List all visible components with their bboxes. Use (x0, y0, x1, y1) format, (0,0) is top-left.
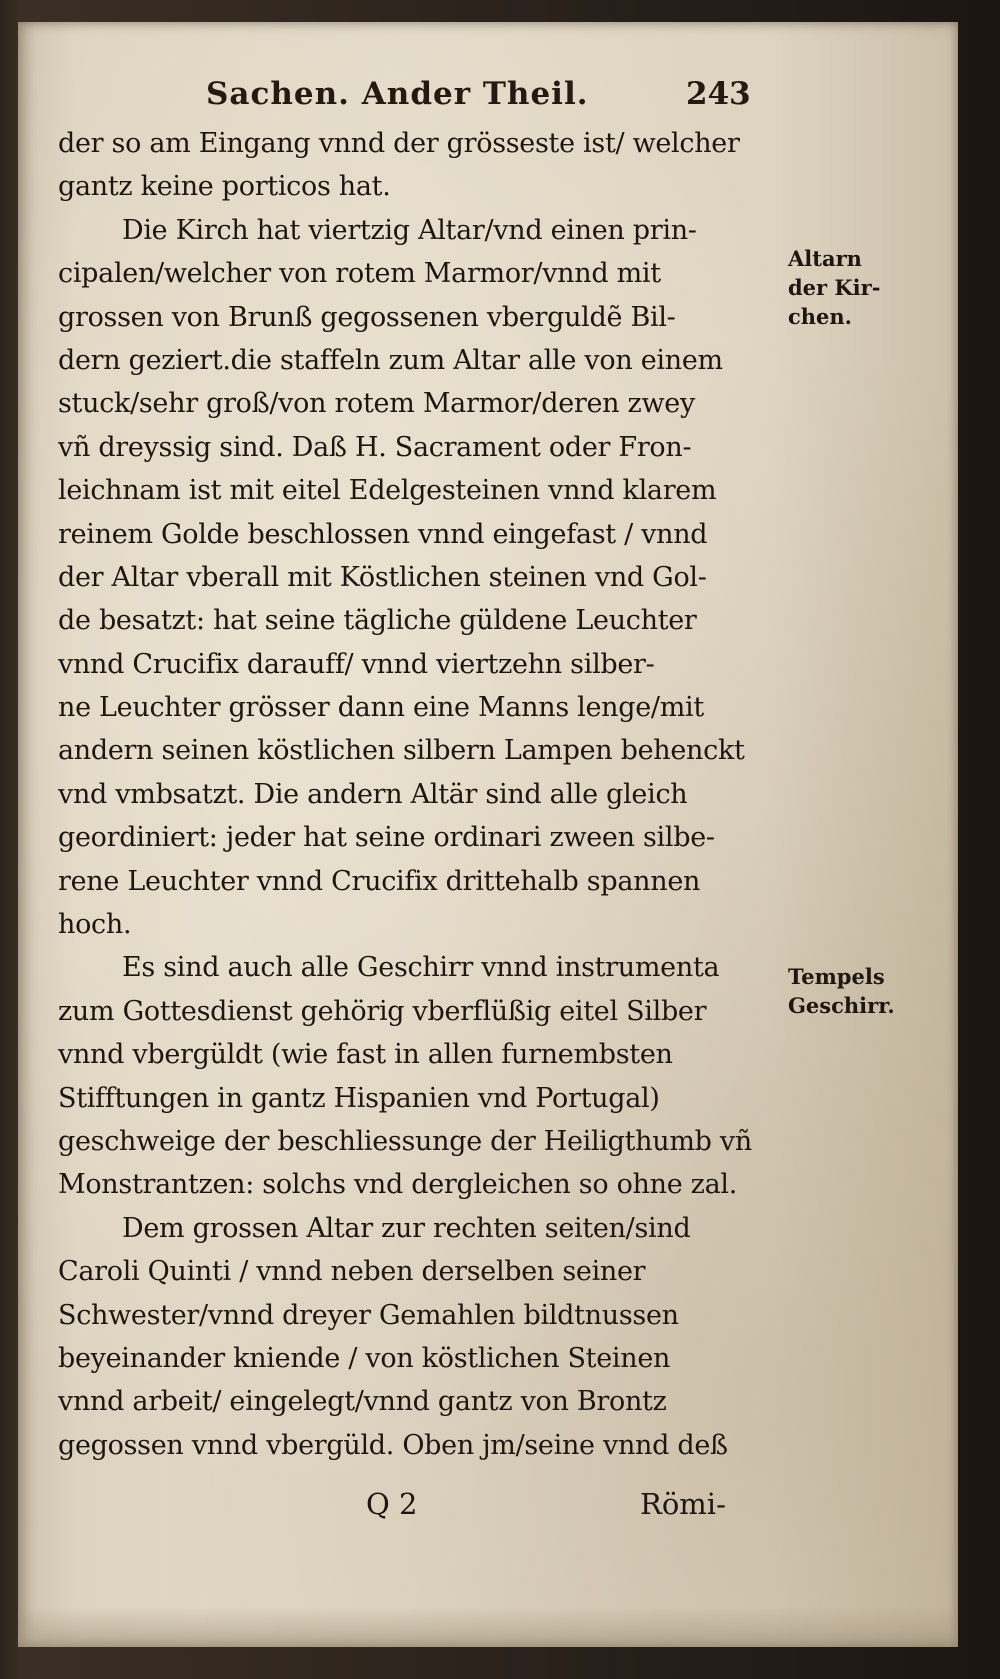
text-line: Stifftungen in gantz Hispanien vnd Portugal) (58, 1082, 660, 1114)
text-line: andern seinen köstlichen silbern Lampen behenckt (58, 735, 745, 767)
text-line: der so am Eingang vnnd der grösseste ist/ welcher (58, 128, 740, 159)
page-edge-shadow (18, 1607, 958, 1647)
text-line: Caroli Quinti / vnnd neben derselben seiner (58, 1256, 646, 1288)
text-line: leichnam ist mit eitel Edelgesteinen vnnd klarem (58, 475, 717, 507)
margin-note-line: der Kir- (788, 275, 881, 300)
text-line: vnnd arbeit/ eingelegt/vnnd gantz von Brontz (58, 1386, 667, 1418)
margin-note-line: Altarn (788, 246, 862, 271)
body-text (58, 122, 778, 1467)
text-line: hoch. (58, 909, 132, 941)
text-line: vnd vmbsatzt. Die andern Altär sind alle gleich (58, 778, 688, 810)
margin-note-altars (788, 244, 880, 331)
text-line: de besatzt: hat seine tägliche güldene Leuchter (58, 605, 697, 637)
text-line: geschweige der beschliessunge der Heiligthumb vñ (58, 1125, 752, 1157)
text-line: geordiniert: jeder hat seine ordinari zween silbe- (58, 822, 715, 854)
text-line: gegossen vnnd vbergüld. Oben jm/seine vnnd deß (58, 1429, 728, 1461)
margin-note-line: Tempels (788, 964, 885, 989)
text-line: reinem Golde beschlossen vnnd eingefast / vnnd (58, 518, 708, 550)
text-line: Monstrantzen: solchs vnd dergleichen so ohne zal. (58, 1169, 738, 1201)
text-line: ne Leuchter grösser dann eine Manns lenge/mit (58, 692, 704, 724)
margin-note-line: Geschirr. (788, 993, 895, 1018)
margin-note-vessels (788, 962, 895, 1020)
text-line: grossen von Brunß gegossenen vberguldẽ Bil- (58, 301, 676, 333)
text-line: cipalen/welcher von rotem Marmor/vnnd mit (58, 258, 661, 290)
text-line: Die Kirch hat viertzig Altar/vnd einen prin- (122, 214, 697, 246)
page-header (18, 68, 958, 118)
text-line: stuck/sehr groß/von rotem Marmor/deren zwey (58, 388, 695, 420)
text-line: Dem grossen Altar zur rechten seiten/sind (122, 1212, 691, 1244)
running-head: Sachen. Ander Theil. (206, 76, 589, 112)
text-line: vnnd Crucifix darauff/ vnnd viertzehn silber- (58, 648, 655, 680)
text-line: Schwester/vnnd dreyer Gemahlen bildtnussen (58, 1299, 679, 1331)
text-line: vñ dreyssig sind. Daß H. Sacrament oder Fron- (58, 431, 692, 463)
signature-mark: Q 2 (366, 1487, 418, 1521)
text-line: der Altar vberall mit Köstlichen steinen vnd Gol- (58, 561, 707, 593)
text-line: Es sind auch alle Geschirr vnnd instrumenta (122, 952, 720, 984)
book-page (18, 22, 958, 1647)
catchword: Römi- (640, 1487, 726, 1521)
text-line: zum Gottesdienst gehörig vberflüßig eitel Silber (58, 995, 707, 1027)
text-line: beyeinander kniende / von köstlichen Steinen (58, 1342, 671, 1374)
margin-note-line: chen. (788, 304, 852, 329)
text-line: gantz keine porticos hat. (58, 171, 391, 203)
text-line: rene Leuchter vnnd Crucifix drittehalb spannen (58, 865, 701, 897)
page-number: 243 (686, 76, 751, 112)
text-line: vnnd vbergüldt (wie fast in allen furnembsten (58, 1039, 673, 1071)
text-line: dern geziert.die staffeln zum Altar alle von einem (58, 344, 723, 376)
page-footer (18, 1487, 958, 1537)
